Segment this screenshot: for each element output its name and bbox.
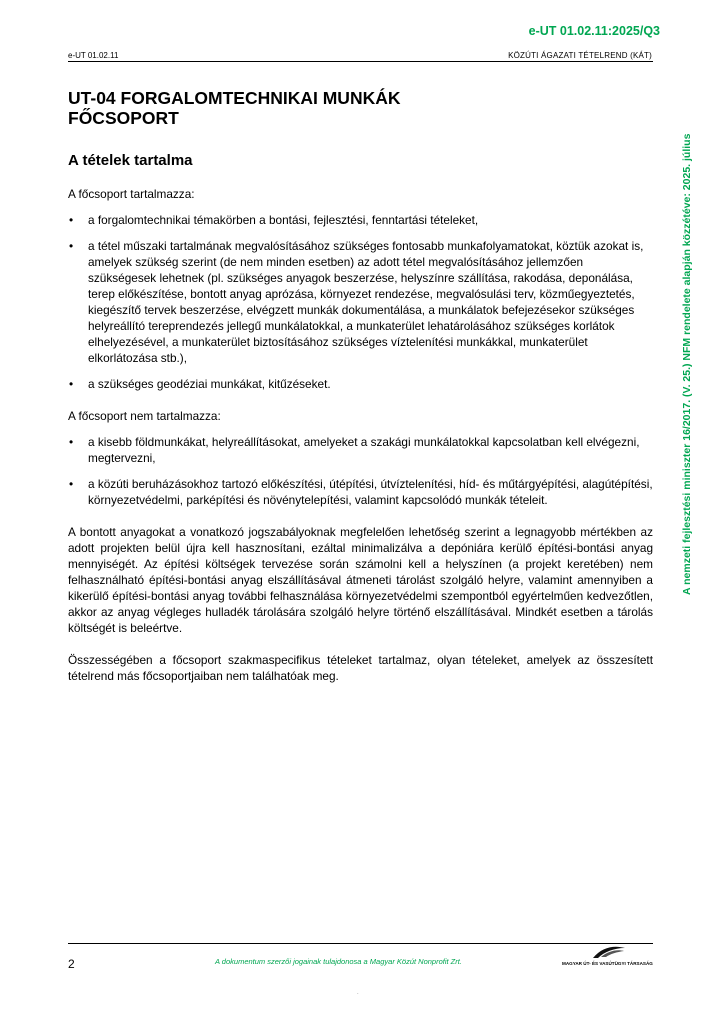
mavut-logo [562,944,654,974]
section-heading: A tételek tartalma [68,152,193,169]
excludes-list [68,434,653,508]
list-item: • a forgalomtechnikai témakörben a bontási, fejlesztési, fenntartási tételeket, [69,213,479,227]
paragraph-summary: Összességében a főcsoport szakmaspecifikus tételeket tartalmaz, olyan tételeket, amelyek az összesített tételrend más főcsoportjaiban nem találhatóak meg. [68,653,653,683]
includes-intro: A főcsoport tartalmazza: [68,187,195,201]
bullet-icon: • [69,435,74,449]
page-number: 2 [68,957,75,971]
swoosh-logo-icon [592,944,626,960]
logo-caption: MAGYAR ÚT- ÉS VASÚTÜGYI TÁRSASÁG [562,961,653,966]
document-code: e-UT 01.02.11:2025/Q3 [528,24,660,38]
list-item: • a közúti beruházásokhoz tartozó előkészítési, útépítési, útvíztelenítési, híd- és műtárgyépítési, alagútépítési, környezetvédelmi, parképítési és növénytelepítési, valamint kapcsolódó munkák tételeit. [69,477,653,507]
body-content [68,186,653,684]
header-left-label: e-UT 01.02.11 [68,51,119,60]
includes-list [68,212,653,392]
excludes-intro: A főcsoport nem tartalmazza: [68,409,221,423]
list-item: • a kisebb földmunkákat, helyreállításokat, amelyeket a szakági munkálatokkal kapcsolatban kell elvégezni, megtervezni, [69,435,640,465]
page-title [68,88,488,128]
page-title-line-2: FŐCSOPORT [68,108,179,128]
bullet-icon: • [69,239,74,253]
bullet-icon: • [69,213,74,227]
copyright-notice: A dokumentum szerzői jogainak tulajdonosa a Magyar Közút Nonprofit Zrt. [215,957,462,966]
list-item: • a tétel műszaki tartalmának megvalósításához szükséges fontosabb munkafolyamatokat, köztük azokat is, amelyek szükség szerint (de nem minden esetben) az adott tétel megvalósításához jellemzően szükségesek lehetnek (pl. szükséges anyagok beszerzése, helyszínre szállítása, rakodása, deponálása, terep előkészítése, bontott anyag aprózása, környezet rendezése, megvalósulási terv, közműegyeztetés, kiegészítő tervek beszerzése, elvégzett munkák dokumentálása, a munkálatok befejezésekor szükséges helyreállító tereprendezés jellegű munkálatokkal, a munkaterület lehatárolásához szükséges korlátok elhelyezésével, a munkaterület biztosításához szükséges víztelenítési munkákkal, munkaterület elkorlátozása stb.), [69,239,644,365]
header-right-label: KÖZÚTI ÁGAZATI TÉTELREND (KÁT) [508,51,652,60]
page-title-line-1: UT-04 FORGALOMTECHNIKAI MUNKÁK [68,88,401,108]
list-item: • a szükséges geodéziai munkákat, kitűzéseket. [69,377,331,391]
bottom-mark: . [357,990,359,996]
bullet-icon: • [69,477,74,491]
header-divider [68,61,653,62]
publication-side-note: A nemzeti fejlesztési miniszter 16/2017. (V. 25.) NFM rendelete alapján közzétéve: 2025. július [681,133,693,595]
bullet-icon: • [69,377,74,391]
paragraph-recycling: A bontott anyagokat a vonatkozó jogszabályoknak megfelelően lehetőség szerint a legnagyobb mértékben az adott projekten belül újra kell hasznosítani, ezáltal minimalizálva a depóniára kerülő építési-bontási anyag mennyiségét. Az építési költségek tervezése során számolni kell a helyszínen (a projekt keretében) nem felhasználható építési-bontási anyag elszállításával átmeneti tárolást szolgáló helyre, valamint amennyiben a kikerülő építési-bontási anyag további felhasználása környezetvédelmi szempontból egyértelműen kedvezőtlen, akkor az anyag végleges hulladék tárolására szolgáló helyre történő elszállításával. Mindkét esetben a tárolás költségét is beleértve. [68,525,653,635]
